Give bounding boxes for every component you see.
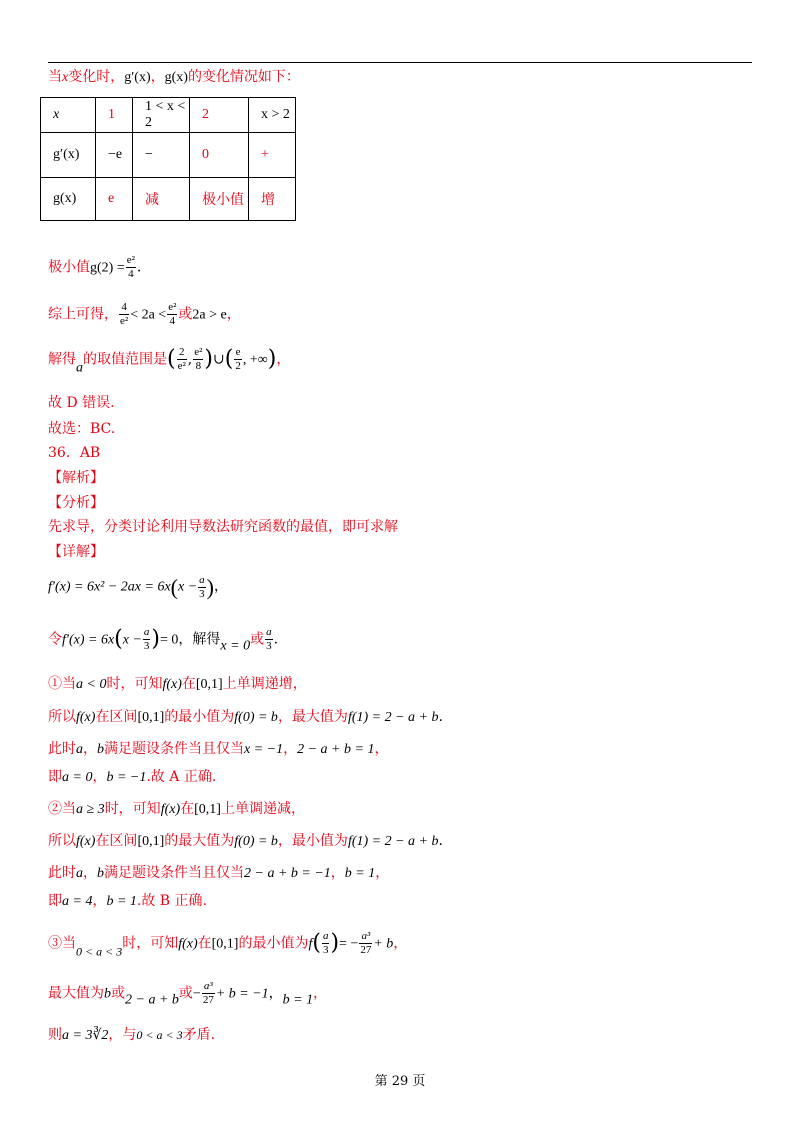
header-rule <box>48 62 752 63</box>
case3-max-line: 最大值为b或2 − a + b或− $\frac{\text{a³}}{27}$ + b = −1，b = 1， <box>48 980 328 1008</box>
derivative-line: f′(x) = 6x² − 2ax = 6x(x − $\frac{a}{3}$ )， <box>48 574 228 600</box>
table-cell: 减 <box>133 178 190 221</box>
table-cell: −e <box>96 133 133 178</box>
case3-contradiction-line: 则a = 3∛2，与0 < a < 3矛盾. <box>48 1027 216 1043</box>
xiangjie-heading: 【详解】 <box>48 544 104 560</box>
fraction: $\frac{a}{3}$ <box>199 574 205 600</box>
case2-line: ②当a ≥ 3时，可知f(x)在[0,1]上单调递减， <box>48 801 305 817</box>
fraction: $\frac{a}{3}$ <box>322 930 329 956</box>
fraction: $\frac{2}{\text{e²}}$ <box>177 346 186 372</box>
case1-result-line: 即a = 0，b = −1.故 A 正确. <box>48 769 217 785</box>
case1-condition-line: 此时a，b满足题设条件当且仅当x = −1，2 − a + b = 1， <box>48 741 389 757</box>
table-cell: x <box>41 98 96 133</box>
case2-minmax-line: 所以f(x)在区间[0,1]的最大值为f(0) = b，最小值为f(1) = 2 − a + b. <box>48 833 443 849</box>
intro-line: 当x变化时，g′(x)，g(x)的变化情况如下： <box>48 69 300 85</box>
set-zero-line: 令f′(x) = 6x(x − $\frac{a}{3}$ )= 0，解得x = 0或 $\frac{a}{3}$ . <box>48 626 279 654</box>
jiexi-heading: 【解析】 <box>48 470 104 486</box>
variation-table <box>40 97 296 221</box>
table-cell: 2 <box>190 98 249 133</box>
conclude-line: 综上可得， $\frac{4}{\text{e²}}$ < 2a < $\frac{\text{e²}}{4}$ 或2a > e， <box>48 301 241 327</box>
fraction: $\frac{4}{\text{e²}}$ <box>120 301 129 327</box>
case1-line: ①当a < 0时，可知f(x)在[0,1]上单调递增， <box>48 676 307 692</box>
table-cell: + <box>249 133 296 178</box>
table-row <box>41 98 296 133</box>
fraction: $\frac{\text{e²}}{4}$ <box>126 254 135 280</box>
table-cell: 增 <box>249 178 296 221</box>
solve-line: 解得a的取值范围是( $\frac{2}{\text{e²}}$ , $\frac{\text{e²}}{8}$ )∪( $\frac{e}{2}$ , +∞)， <box>48 346 291 376</box>
choice-line: 故选：BC. <box>48 421 116 437</box>
table-cell: 0 <box>190 133 249 178</box>
case2-result-line: 即a = 4，b = 1.故 B 正确. <box>48 893 207 909</box>
table-cell: g′(x) <box>41 133 96 178</box>
table-row <box>41 133 296 178</box>
case3-line: ③当0 < a < 3时，可知f(x)在[0,1]的最小值为f( $\frac{a}{3}$ )= − $\frac{\text{a³}}{27}$ + b， <box>48 930 408 959</box>
min-value-line: 极小值g(2) = $\frac{\text{e²}}{4}$ . <box>48 254 142 280</box>
table-cell: − <box>133 133 190 178</box>
table-cell: 1 <box>96 98 133 133</box>
fraction: $\frac{a}{3}$ <box>266 626 272 652</box>
fraction: $\frac{\text{e²}}{4}$ <box>168 301 177 327</box>
table-cell: 极小值 <box>190 178 249 221</box>
case1-minmax-line: 所以f(x)在区间[0,1]的最小值为f(0) = b，最大值为f(1) = 2 − a + b. <box>48 709 443 725</box>
fraction: $\frac{e}{2}$ <box>235 346 241 372</box>
table-cell: e <box>96 178 133 221</box>
fraction: $\frac{\text{a³}}{27}$ <box>360 930 372 956</box>
fenxi-text: 先求导，分类讨论利用导数法研究函数的最值，即可求解 <box>48 519 398 535</box>
page-number: 第 29 页 <box>374 1074 426 1089</box>
d-wrong-line: 故 D 错误. <box>48 395 115 411</box>
fraction: $\frac{\text{a³}}{27}$ <box>202 980 214 1006</box>
table-cell: 1 < x < 2 <box>133 98 190 133</box>
table-cell: g(x) <box>41 178 96 221</box>
fenxi-heading: 【分析】 <box>48 495 104 511</box>
table-row <box>41 178 296 221</box>
table-cell: x > 2 <box>249 98 296 133</box>
case2-condition-line: 此时a，b满足题设条件当且仅当2 − a + b = −1，b = 1， <box>48 865 390 881</box>
question-36: 36．AB <box>48 445 101 461</box>
fraction: $\frac{a}{3}$ <box>143 626 150 652</box>
fraction: $\frac{\text{e²}}{8}$ <box>194 346 203 372</box>
